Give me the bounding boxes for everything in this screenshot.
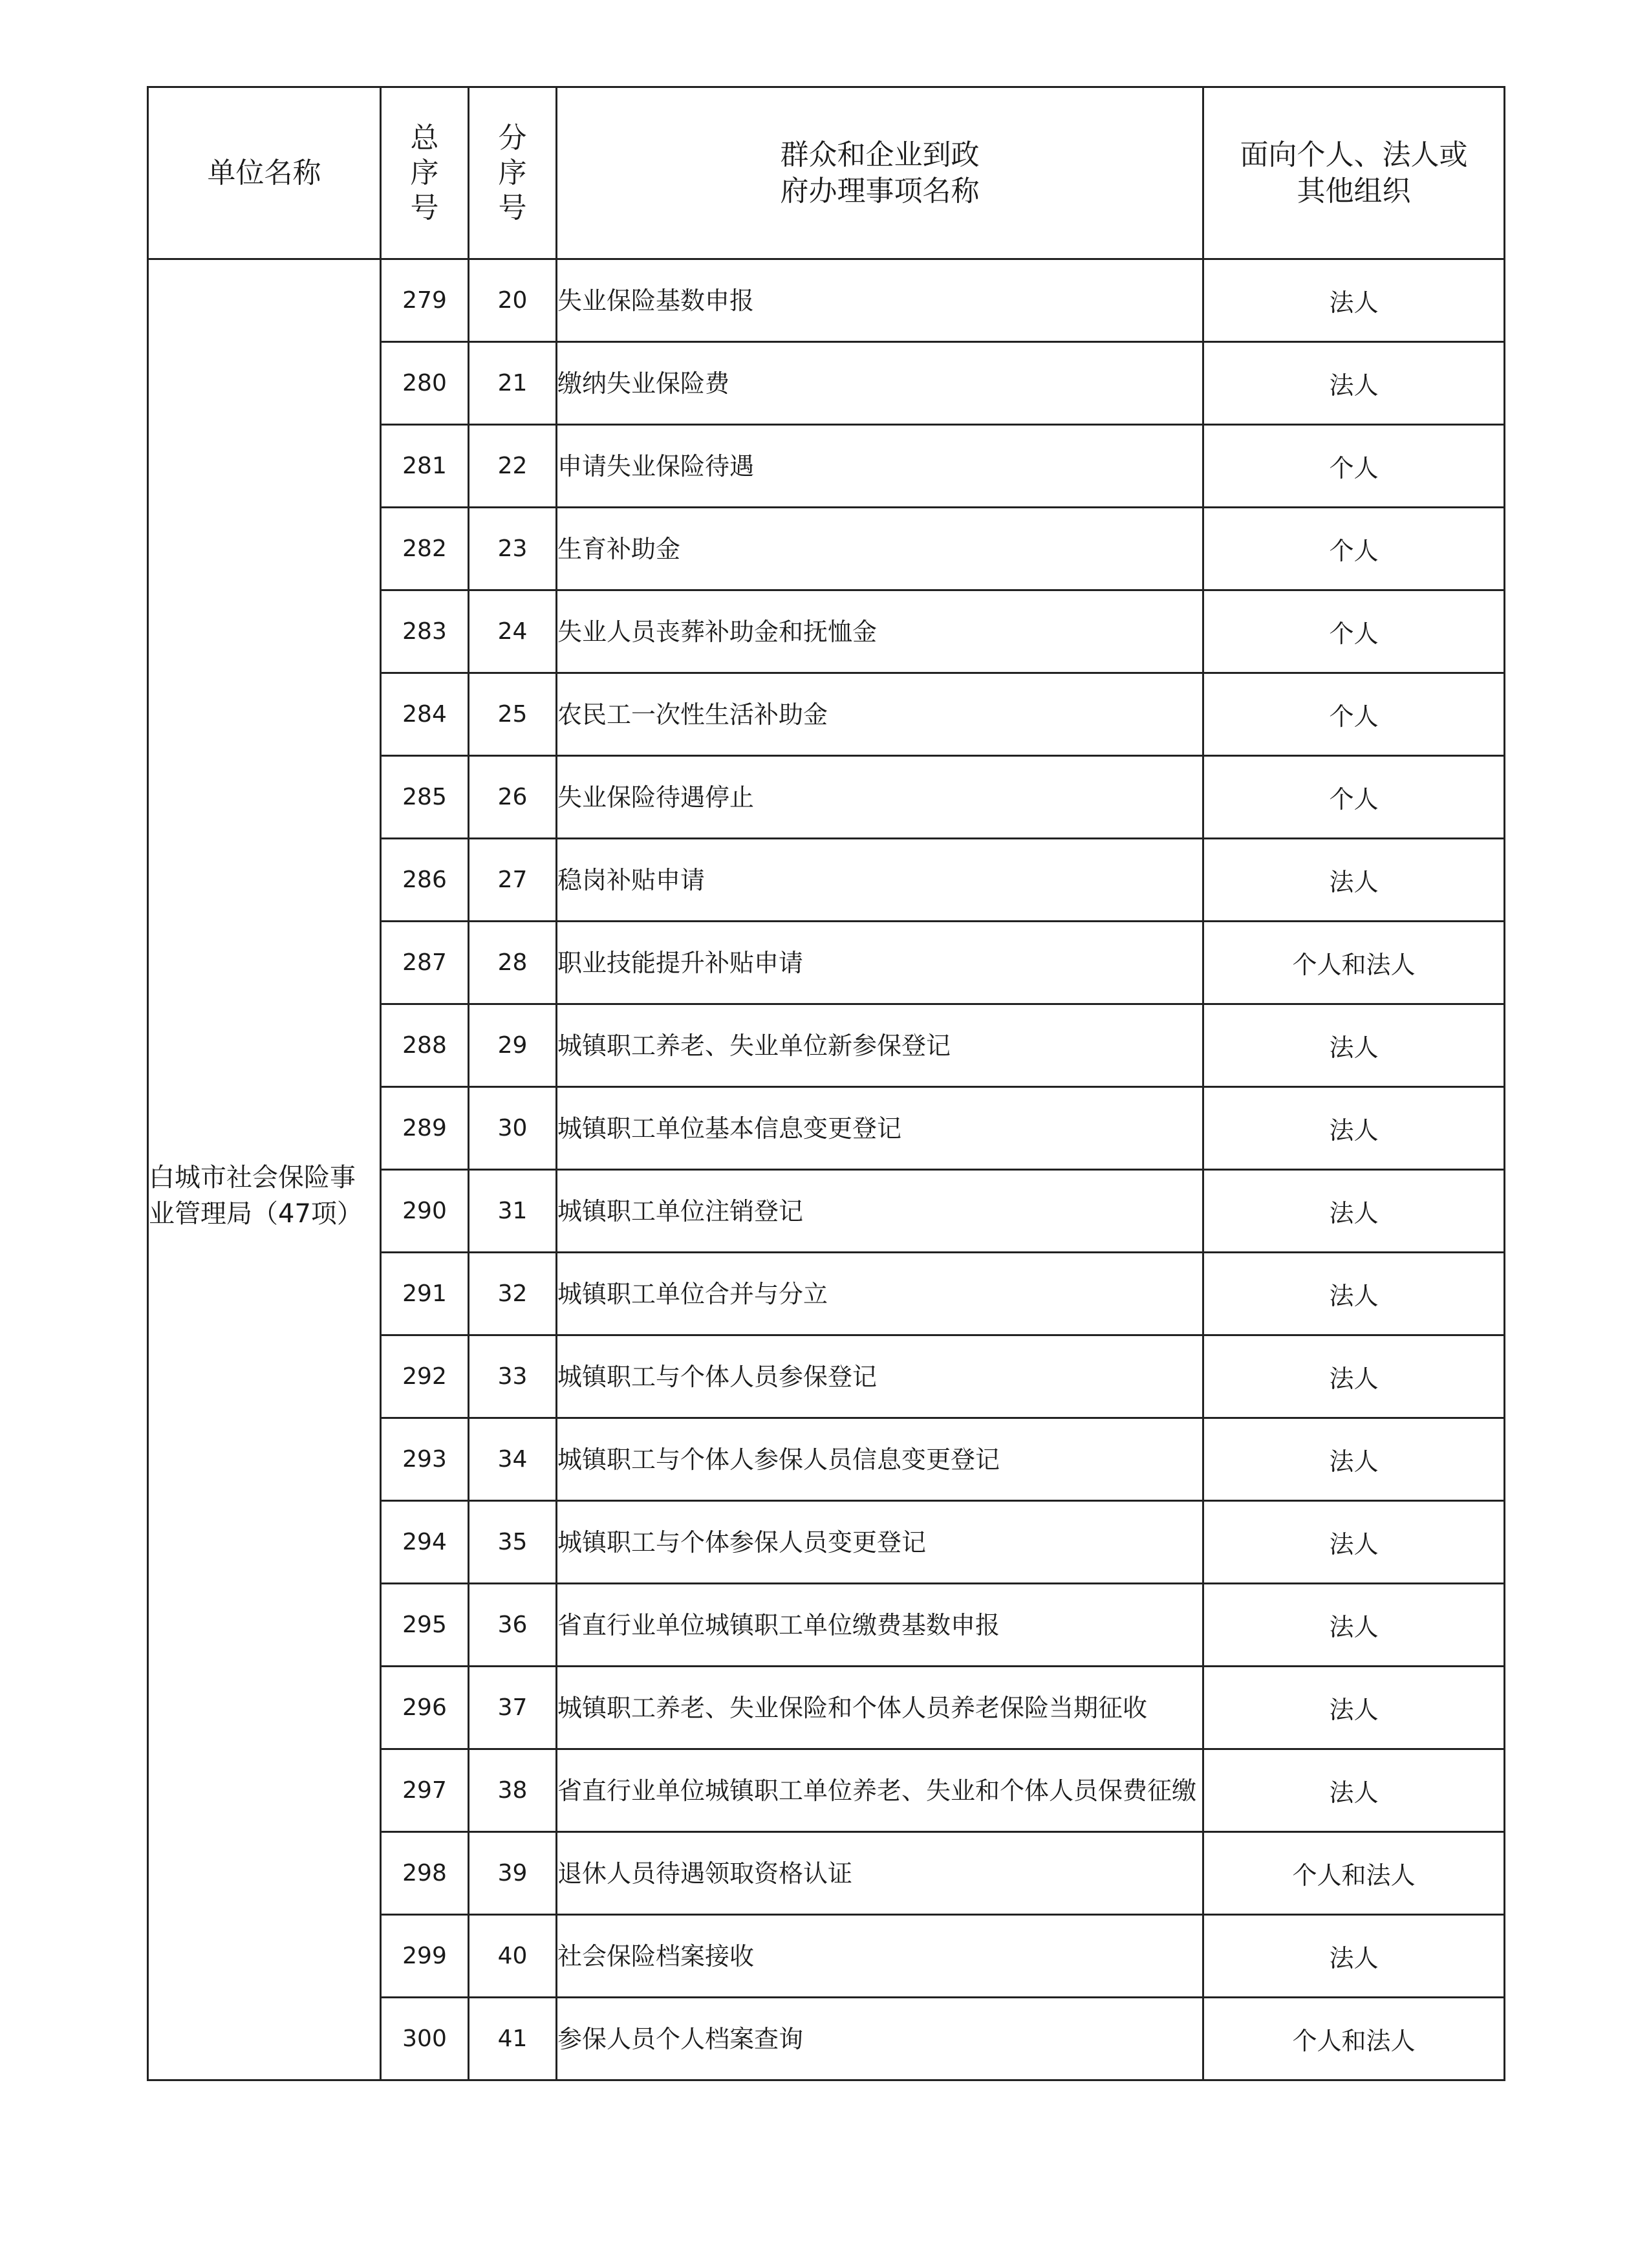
- item-name-cell: 城镇职工与个体人员参保登记: [557, 1335, 1203, 1418]
- total-number-cell: 279: [381, 259, 469, 342]
- item-name-cell: 社会保险档案接收: [557, 1915, 1203, 1998]
- item-name-cell: 省直行业单位城镇职工单位缴费基数申报: [557, 1584, 1203, 1667]
- sub-number-cell: 20: [469, 259, 557, 342]
- sub-number-cell: 36: [469, 1584, 557, 1667]
- total-number-cell: 297: [381, 1749, 469, 1832]
- item-name-cell: 稳岗补贴申请: [557, 839, 1203, 922]
- table-row: [148, 259, 1505, 342]
- total-number-cell: 284: [381, 673, 469, 756]
- total-number-cell: 293: [381, 1418, 469, 1501]
- total-number-cell: 280: [381, 342, 469, 425]
- item-name-cell: 城镇职工单位注销登记: [557, 1170, 1203, 1253]
- sub-number-cell: 28: [469, 922, 557, 1004]
- item-name-cell: 城镇职工养老、失业单位新参保登记: [557, 1004, 1203, 1087]
- target-cell: 法人: [1203, 1253, 1505, 1335]
- total-number-cell: 282: [381, 508, 469, 590]
- total-number-cell: 292: [381, 1335, 469, 1418]
- target-cell: 个人: [1203, 590, 1505, 673]
- header-item-name: 群众和企业到政府办理事项名称: [557, 87, 1203, 259]
- sub-number-cell: 41: [469, 1998, 557, 2080]
- table-header-row: [148, 87, 1505, 259]
- target-cell: 法人: [1203, 342, 1505, 425]
- header-total-number: 总序号: [381, 87, 469, 259]
- total-number-cell: 299: [381, 1915, 469, 1998]
- item-name-cell: 生育补助金: [557, 508, 1203, 590]
- sub-number-cell: 31: [469, 1170, 557, 1253]
- total-number-cell: 296: [381, 1667, 469, 1749]
- total-number-cell: 290: [381, 1170, 469, 1253]
- total-number-cell: 281: [381, 425, 469, 508]
- sub-number-cell: 39: [469, 1832, 557, 1915]
- total-number-cell: 291: [381, 1253, 469, 1335]
- header-target: 面向个人、法人或其他组织: [1203, 87, 1505, 259]
- item-name-cell: 失业人员丧葬补助金和抚恤金: [557, 590, 1203, 673]
- target-cell: 法人: [1203, 1501, 1505, 1584]
- service-items-table: [147, 86, 1505, 2081]
- item-name-cell: 职业技能提升补贴申请: [557, 922, 1203, 1004]
- target-cell: 法人: [1203, 1087, 1505, 1170]
- total-number-cell: 286: [381, 839, 469, 922]
- item-name-cell: 退休人员待遇领取资格认证: [557, 1832, 1203, 1915]
- sub-number-cell: 23: [469, 508, 557, 590]
- item-name-cell: 失业保险待遇停止: [557, 756, 1203, 839]
- total-number-cell: 288: [381, 1004, 469, 1087]
- target-cell: 个人和法人: [1203, 1832, 1505, 1915]
- sub-number-cell: 27: [469, 839, 557, 922]
- target-cell: 个人: [1203, 425, 1505, 508]
- item-name-cell: 城镇职工养老、失业保险和个体人员养老保险当期征收: [557, 1667, 1203, 1749]
- total-number-cell: 285: [381, 756, 469, 839]
- target-cell: 个人: [1203, 756, 1505, 839]
- total-number-cell: 289: [381, 1087, 469, 1170]
- item-name-cell: 参保人员个人档案查询: [557, 1998, 1203, 2080]
- sub-number-cell: 37: [469, 1667, 557, 1749]
- sub-number-cell: 26: [469, 756, 557, 839]
- target-cell: 法人: [1203, 1170, 1505, 1253]
- target-cell: 法人: [1203, 1749, 1505, 1832]
- item-name-cell: 城镇职工与个体参保人员变更登记: [557, 1501, 1203, 1584]
- target-cell: 个人和法人: [1203, 1998, 1505, 2080]
- item-name-cell: 申请失业保险待遇: [557, 425, 1203, 508]
- target-cell: 法人: [1203, 1915, 1505, 1998]
- item-name-cell: 农民工一次性生活补助金: [557, 673, 1203, 756]
- header-sub-number: 分序号: [469, 87, 557, 259]
- header-unit-name: 单位名称: [148, 87, 381, 259]
- target-cell: 法人: [1203, 1418, 1505, 1501]
- target-cell: 个人和法人: [1203, 922, 1505, 1004]
- sub-number-cell: 33: [469, 1335, 557, 1418]
- total-number-cell: 294: [381, 1501, 469, 1584]
- item-name-cell: 城镇职工与个体人参保人员信息变更登记: [557, 1418, 1203, 1501]
- sub-number-cell: 24: [469, 590, 557, 673]
- sub-number-cell: 32: [469, 1253, 557, 1335]
- total-number-cell: 295: [381, 1584, 469, 1667]
- sub-number-cell: 29: [469, 1004, 557, 1087]
- item-name-cell: 失业保险基数申报: [557, 259, 1203, 342]
- target-cell: 个人: [1203, 508, 1505, 590]
- total-number-cell: 283: [381, 590, 469, 673]
- target-cell: 法人: [1203, 1667, 1505, 1749]
- target-cell: 法人: [1203, 1335, 1505, 1418]
- sub-number-cell: 21: [469, 342, 557, 425]
- unit-name-cell: 白城市社会保险事业管理局（47项）: [148, 259, 381, 2080]
- total-number-cell: 300: [381, 1998, 469, 2080]
- target-cell: 法人: [1203, 1004, 1505, 1087]
- item-name-cell: 城镇职工单位合并与分立: [557, 1253, 1203, 1335]
- sub-number-cell: 25: [469, 673, 557, 756]
- item-name-cell: 省直行业单位城镇职工单位养老、失业和个体人员保费征缴: [557, 1749, 1203, 1832]
- item-name-cell: 缴纳失业保险费: [557, 342, 1203, 425]
- sub-number-cell: 38: [469, 1749, 557, 1832]
- target-cell: 个人: [1203, 673, 1505, 756]
- sub-number-cell: 40: [469, 1915, 557, 1998]
- sub-number-cell: 30: [469, 1087, 557, 1170]
- total-number-cell: 298: [381, 1832, 469, 1915]
- sub-number-cell: 22: [469, 425, 557, 508]
- item-name-cell: 城镇职工单位基本信息变更登记: [557, 1087, 1203, 1170]
- target-cell: 法人: [1203, 839, 1505, 922]
- total-number-cell: 287: [381, 922, 469, 1004]
- sub-number-cell: 35: [469, 1501, 557, 1584]
- target-cell: 法人: [1203, 259, 1505, 342]
- sub-number-cell: 34: [469, 1418, 557, 1501]
- target-cell: 法人: [1203, 1584, 1505, 1667]
